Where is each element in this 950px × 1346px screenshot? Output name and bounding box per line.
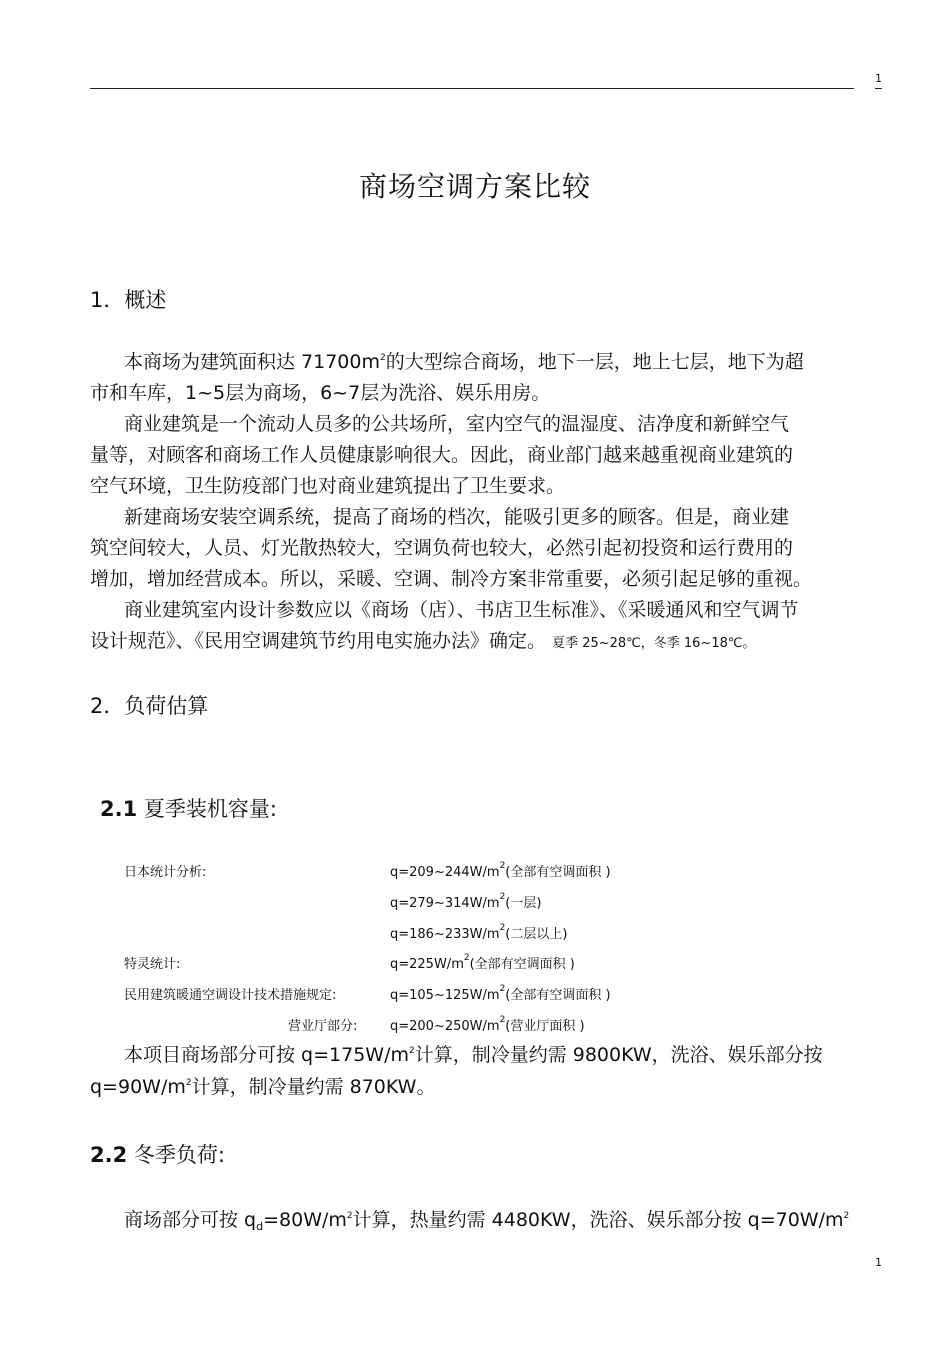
overview-p3-line3: 增加，增加经营成本。所以，采暖、空调、制冷方案非常重要，必须引起足够的重视。 <box>90 568 813 590</box>
summer-conclusion-line1: 本项目商场部分可按 $q=175W/m^2$计算，制冷量约需 9800KW，洗浴、娱乐部分按 <box>124 1044 823 1066</box>
stat-label-sales-hall: 营业厅部分: <box>288 1019 358 1034</box>
overview-p4-line1: 商业建筑室内设计参数应以《商场（店）、书店卫生标准》、《采暖通风和空气调节 <box>124 599 799 621</box>
stat-label-trane: 特灵统计: <box>124 957 181 972</box>
overview-p2-line3: 空气环境，卫生防疫部门也对商业建筑提出了卫生要求。 <box>90 475 566 497</box>
overview-p3-line1: 新建商场安装空调系统，提高了商场的档次，能吸引更多的顾客。但是，商业建 <box>124 506 790 528</box>
stat-value-row: $q=186\sim 233W/m^2$(二层以上) <box>390 923 568 942</box>
stat-value-row: $q=105\sim 125W/m^2$(全部有空调面积 ) <box>390 984 611 1003</box>
stat-value-row: $q=200\sim 250W/m^2$(营业厅面积 ) <box>390 1015 585 1034</box>
overview-p2-line2: 量等，对顾客和商场工作人员健康影响很大。因此，商业部门越来越重视商业建筑的 <box>90 444 794 466</box>
summer-conclusion-line2: $q=90W/m^2$计算，制冷量约需 870KW。 <box>90 1076 436 1098</box>
section-1-heading: 1．概述 <box>90 288 167 312</box>
stat-value-row: $q=279\sim 314W/m^2$(一层) <box>390 892 542 911</box>
section-2-1-heading: 2.1 夏季装机容量: <box>100 797 277 821</box>
overview-p2-line1: 商业建筑是一个流动人员多的公共场所，室内空气的温湿度、洁净度和新鲜空气 <box>124 413 790 435</box>
stat-label-civil-code: 民用建筑暖通空调设计技术措施规定: <box>124 988 337 1003</box>
overview-p4-line2: 设计规范》、《民用空调建筑节约用电实施办法》确定。 夏季 25~28℃，冬季 16~18℃。 <box>90 630 756 652</box>
overview-p1-line2: 市和车库，1~5层为商场，6~7层为洗浴、娱乐用房。 <box>90 382 551 404</box>
section-2-2-heading: 2.2 冬季负荷: <box>90 1143 225 1167</box>
stat-label-japan: 日本统计分析: <box>124 865 207 880</box>
header-rule <box>90 88 854 89</box>
page-number-top: 1 <box>875 72 882 89</box>
document-title: 商场空调方案比较 <box>358 170 591 203</box>
winter-load-line: 商场部分可按 $q_d=80W/m^2$计算，热量约需 4480KW，洗浴、娱乐部分按 $q=70W/m^2$ <box>124 1209 850 1233</box>
stat-value-row: $q=225W/m^2$(全部有空调面积 ) <box>390 953 575 972</box>
design-temperature-note: 夏季 25~28℃，冬季 16~18℃。 <box>552 636 756 651</box>
stat-value-row: $q=209\sim 244W/m^2$(全部有空调面积 ) <box>390 861 611 880</box>
page-number-bottom: 1 <box>875 1256 882 1269</box>
section-2-heading: 2．负荷估算 <box>90 694 209 718</box>
overview-p3-line2: 筑空间较大，人员、灯光散热较大，空调负荷也较大，必然引起初投资和运行费用的 <box>90 537 794 559</box>
overview-p1-line1: 本商场为建筑面积达 $71700m^2$的大型综合商场，地下一层，地上七层，地下为超 <box>124 351 804 373</box>
